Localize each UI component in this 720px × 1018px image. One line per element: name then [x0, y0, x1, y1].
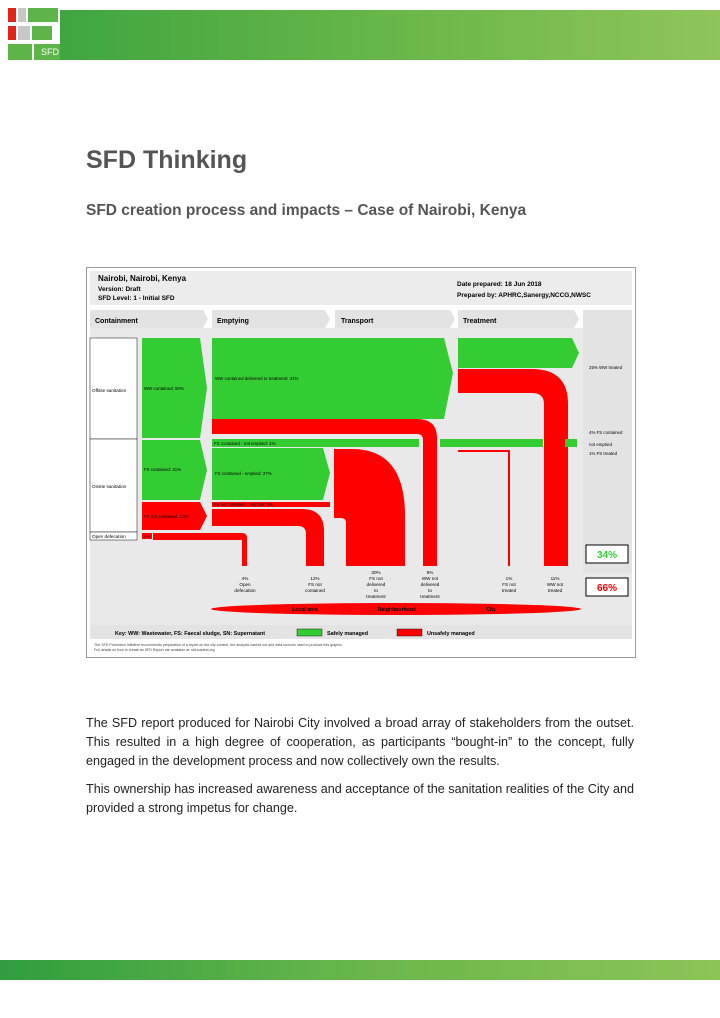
flow-ww-treated	[458, 338, 579, 368]
safe-pct: 34%	[596, 550, 618, 561]
unsafe-pct: 66%	[596, 583, 618, 594]
outcome-label-3-2: to	[428, 588, 432, 593]
outcome-label-2-0: FS not	[369, 576, 383, 581]
label-fs-contained: FS contained: 31%	[144, 467, 182, 472]
outcome-label-3-0: WW not	[421, 576, 439, 581]
area-neighbourhood: Neighbourhood	[377, 607, 417, 613]
label-fs-not-emptied: FS contained - not emptied: 4%	[214, 441, 276, 446]
outcome-pct-4: 1%	[505, 576, 513, 581]
outcome-label-1-0: FS not	[308, 582, 322, 587]
body-paragraph-2: This ownership has increased awareness and acceptance of the sanitation realities of the City and provided a strong impetus for change.	[86, 782, 634, 815]
page-title: SFD Thinking	[86, 146, 248, 174]
outcome-label-2-1: delivered	[366, 582, 386, 587]
label-ww-delivered: WW contained delivered to treatment: 41%	[215, 376, 299, 381]
row-label-open-defecation: Open defecation	[92, 534, 126, 539]
label-fs-treated: 1% FS treated	[589, 451, 618, 456]
outcome-pct-1: 12%	[310, 576, 320, 581]
label-not-emptied: not emptied	[589, 442, 612, 447]
flow-fs-treated-stub	[565, 439, 577, 447]
stage-label-transport: Transport	[341, 318, 374, 325]
outcome-label-2-2: to	[374, 588, 378, 593]
outcome-pct-2: 30%	[371, 570, 381, 575]
body-paragraph-1: The SFD report produced for Nairobi City involved a broad array of stakeholders from the outset. This resulted in a high degree of cooperation, as participants “bought-in” to the concept, fully engaged in the development process and now collectively own the results.	[86, 716, 634, 768]
page-subtitle: SFD creation process and impacts – Case of Nairobi, Kenya	[86, 202, 527, 219]
row-label-onsite: Onsite sanitation	[92, 484, 127, 489]
area-city: City	[486, 607, 496, 613]
sfd-level: SFD Level: 1 - Initial SFD	[98, 295, 175, 302]
outcome-label-5-0: WW not	[546, 582, 564, 587]
outcome-label-3-1: delivered	[420, 582, 440, 587]
label-fs-not-contained-emptied: FS not contained - emptied: 8%	[214, 502, 273, 507]
stage-label-containment: Containment	[95, 318, 138, 325]
label-fs-not-contained: FS not contained: 13%	[144, 514, 189, 519]
stage-label-treatment: Treatment	[463, 318, 497, 325]
outcome-label-4-0: FS not	[502, 582, 516, 587]
label-ww-contained: WW contained: 50%	[144, 386, 184, 391]
outcome-pct-5: 11%	[550, 576, 560, 581]
footnote-1: The SFD Promotion Initiative recommends preparation of a report on the city context, the analysis carried out and data sources used to produce this graphic.	[94, 643, 343, 647]
footnote-2: Full details on how to create an SFD Report are available at: sfd.susana.org	[94, 648, 215, 652]
outcome-label-2-3: treatment	[366, 594, 386, 599]
outcome-label-0-0: Open	[239, 582, 251, 587]
label-od-pct: 4%	[144, 534, 151, 539]
row-label-offsite: Offsite sanitation	[92, 388, 127, 393]
area-local: Local area	[292, 607, 318, 613]
key-safe-label: Safely managed	[327, 631, 369, 637]
outcome-label-4-1: treated	[501, 588, 517, 593]
outcome-pct-3: 9%	[426, 570, 434, 575]
sfd-city: Nairobi, Nairobi, Kenya	[98, 274, 187, 283]
sfd-version: Version: Draft	[98, 286, 141, 293]
outcome-label-3-3: treatment	[420, 594, 440, 599]
outcome-label-0-1: defecation	[234, 588, 256, 593]
key-unsafe-label: Unsafely managed	[427, 631, 475, 637]
key-unsafe-swatch	[397, 629, 422, 636]
header-bar	[60, 10, 720, 60]
logo-text: SFD	[41, 47, 59, 57]
stage-label-emptying: Emptying	[217, 318, 249, 325]
label-ww-treated: 25% WW treated	[589, 365, 623, 370]
sfd-prepared-by: Prepared by: APHRC,Sanergy,NCCG,NWSC	[457, 292, 591, 299]
sfd-graphic	[86, 267, 636, 658]
outcome-pct-0: 4%	[241, 576, 249, 581]
sfd-date: Date prepared: 18 Jun 2018	[457, 281, 542, 288]
key-safe-swatch	[297, 629, 322, 636]
outcome-label-1-1: contained	[305, 588, 325, 593]
outcome-label-5-1: treated	[547, 588, 563, 593]
key-text: Key: WW: Wastewater, FS: Faecal sludge, SN: Supernatant	[115, 631, 266, 637]
footer-bar	[0, 960, 720, 980]
flow-fs-not-emptied-treatment	[440, 439, 543, 447]
label-fs-emptied: FS contained - emptied: 27%	[215, 471, 272, 476]
label-fs-contained-right: 4% FS contained	[589, 430, 623, 435]
